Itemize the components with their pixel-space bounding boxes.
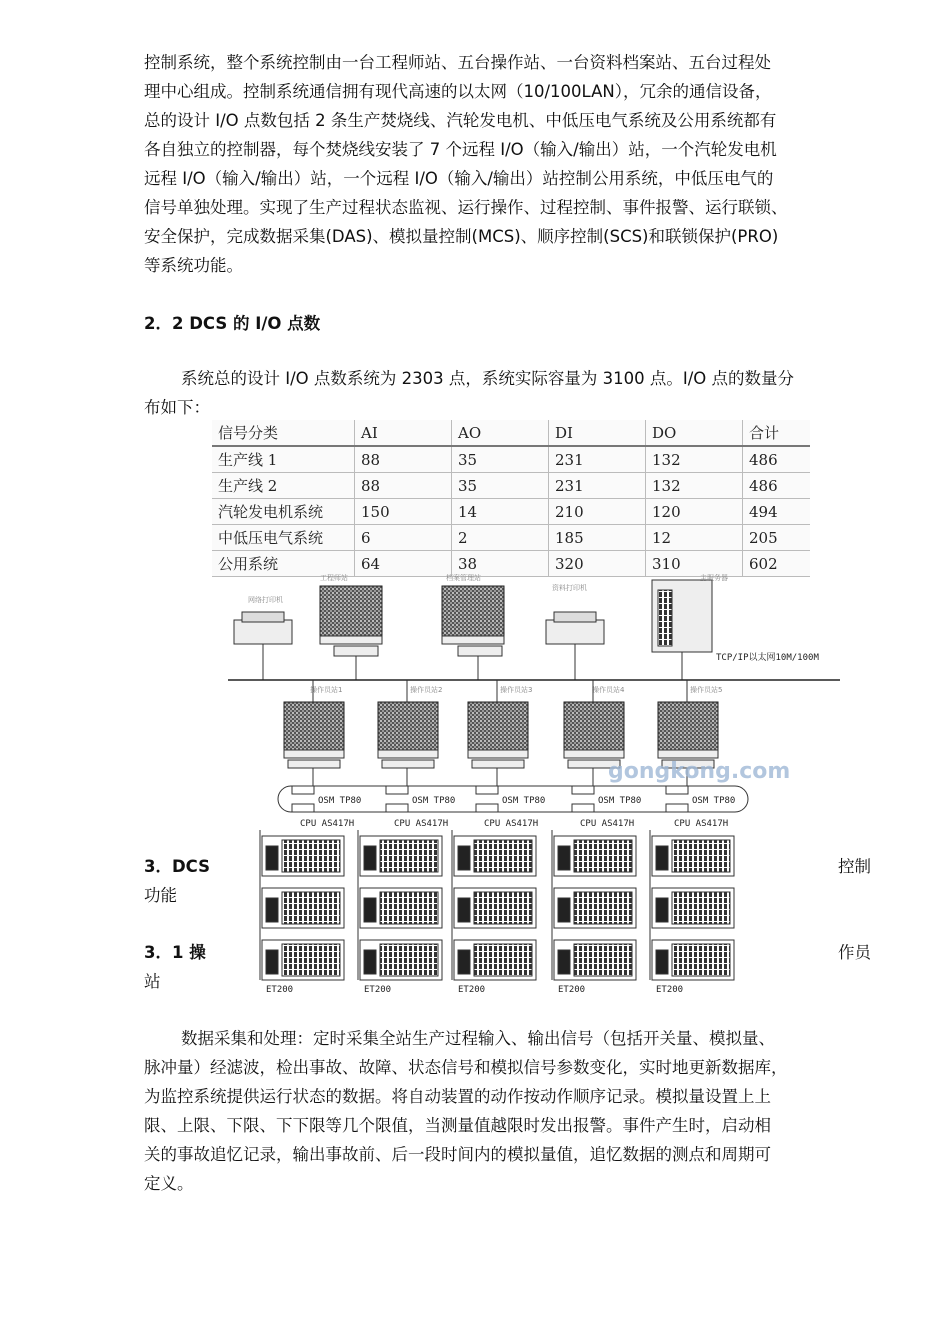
io-points-table <box>212 420 810 577</box>
table-header-cell: DI <box>549 420 646 446</box>
table-row <box>212 446 810 473</box>
table-row <box>212 525 810 551</box>
text-line: 脉冲量）经滤波，检出事故、故障、状态信号和模拟信号参数变化，实时地更新数据库， <box>144 1058 788 1077</box>
device-label: 主服务器 <box>700 574 728 582</box>
et200-label: ET200 <box>266 985 294 995</box>
table-header-cell: AO <box>452 420 549 446</box>
table-cell: 12 <box>646 525 743 551</box>
table-cell: 6 <box>355 525 452 551</box>
table-cell: 320 <box>549 551 646 577</box>
table-cell: 185 <box>549 525 646 551</box>
io-rack-stack <box>452 830 536 995</box>
table-cell: 35 <box>452 473 549 499</box>
table-cell: 88 <box>355 473 452 499</box>
io-rack-stack <box>552 830 636 995</box>
table-header-cell: AI <box>355 420 452 446</box>
network-printer-left <box>234 595 292 644</box>
osm-switch <box>292 786 361 812</box>
et200-label: ET200 <box>364 985 392 995</box>
network-label: TCP/IP以太网10M/100M <box>716 653 819 663</box>
osm-switch <box>666 786 735 812</box>
et200-label: ET200 <box>458 985 486 995</box>
intro-paragraph <box>144 48 884 280</box>
operator-station-label: 操作员站4 <box>592 686 625 694</box>
section-heading-3-1 <box>144 938 206 996</box>
operator-station-label: 操作员站1 <box>310 686 343 694</box>
table-cell: 生产线 2 <box>212 473 355 499</box>
table-cell: 38 <box>452 551 549 577</box>
table-cell: 486 <box>743 473 811 499</box>
operator-station <box>284 702 344 790</box>
section-heading-3-right: 控制 <box>838 857 871 876</box>
table-row <box>212 473 810 499</box>
table-cell: 14 <box>452 499 549 525</box>
io-summary-paragraph <box>144 364 884 422</box>
text-line: 控制系统，整个系统控制由一台工程师站、五台操作站、一台资料档案站、五台过程处 <box>144 53 771 72</box>
table-cell: 494 <box>743 499 811 525</box>
text-line: 限、上限、下限、下下限等几个限值，当测量值越限时发出报警。事件产生时，启动相 <box>144 1116 771 1135</box>
cpu-label: CPU AS417H <box>300 819 355 829</box>
table-cell: 231 <box>549 473 646 499</box>
table-cell: 120 <box>646 499 743 525</box>
osm-label: OSM TP80 <box>318 796 362 806</box>
table-cell: 210 <box>549 499 646 525</box>
text-line: 布如下： <box>144 398 210 417</box>
text-line: 各自独立的控制器，每个焚烧线安装了 7 个远程 I/O（输入/输出）站，一个汽轮发电机 <box>144 140 777 159</box>
operator-station-label: 操作员站5 <box>690 686 723 694</box>
device-label: 资料打印机 <box>552 584 587 592</box>
table-cell: 205 <box>743 525 811 551</box>
table-header-cell: 合计 <box>743 420 811 446</box>
device-label: 工程师站 <box>320 574 348 582</box>
heading-part: 3．1 操 <box>144 943 206 962</box>
osm-label: OSM TP80 <box>598 796 642 806</box>
heading-part: 功能 <box>144 886 177 905</box>
osm-switch <box>476 786 545 812</box>
text-line: 理中心组成。控制系统通信拥有现代高速的以太网（10/100LAN），冗余的通信设备， <box>144 82 772 101</box>
table-cell: 486 <box>743 446 811 473</box>
text-line: 信号单独处理。实现了生产过程状态监视、运行操作、过程控制、事件报警、运行联锁、 <box>144 198 788 217</box>
heading-part: 站 <box>144 972 161 991</box>
data-printer <box>546 583 604 644</box>
table-header-cell: DO <box>646 420 743 446</box>
cpu-label: CPU AS417H <box>580 819 635 829</box>
text-line: 定义。 <box>144 1174 194 1193</box>
engineer-workstation <box>320 573 382 656</box>
table-cell: 602 <box>743 551 811 577</box>
text-line: 等系统功能。 <box>144 256 243 275</box>
table-cell: 88 <box>355 446 452 473</box>
dcs-network-diagram <box>228 568 840 998</box>
section-heading-3-1-right: 作员 <box>838 943 871 962</box>
cpu-label: CPU AS417H <box>674 819 729 829</box>
table-cell: 150 <box>355 499 452 525</box>
operator-station <box>378 702 438 790</box>
text-line: 安全保护，完成数据采集(DAS)、模拟量控制(MCS)、顺序控制(SCS)和联锁保护(PRO) <box>144 227 779 246</box>
process-controllers <box>260 786 735 995</box>
table-cell: 汽轮发电机系统 <box>212 499 355 525</box>
cpu-label: CPU AS417H <box>484 819 539 829</box>
osm-label: OSM TP80 <box>692 796 736 806</box>
io-rack-stack <box>358 830 442 995</box>
table-row <box>212 499 810 525</box>
text-line: 远程 I/O（输入/输出）站，一个远程 I/O（输入/输出）站控制公用系统，中低压电气的 <box>144 169 774 188</box>
table-header-row <box>212 420 810 446</box>
et200-label: ET200 <box>656 985 684 995</box>
table-cell: 64 <box>355 551 452 577</box>
table-cell: 35 <box>452 446 549 473</box>
text-line: 关的事故追忆记录，输出事故前、后一段时间内的模拟量值，追忆数据的测点和周期可 <box>144 1145 771 1164</box>
text-line: 为监控系统提供运行状态的数据。将自动装置的动作按动作顺序记录。模拟量设置上上 <box>144 1087 771 1106</box>
table-cell: 生产线 1 <box>212 446 355 473</box>
operator-station-label: 操作员站2 <box>410 686 443 694</box>
io-rack-stack <box>650 830 734 995</box>
section-heading-3 <box>144 852 210 910</box>
et200-label: ET200 <box>558 985 586 995</box>
operator-station <box>468 702 528 790</box>
osm-label: OSM TP80 <box>502 796 546 806</box>
osm-label: OSM TP80 <box>412 796 456 806</box>
table-cell: 132 <box>646 473 743 499</box>
operator-station-label: 操作员站3 <box>500 686 533 694</box>
table-cell: 132 <box>646 446 743 473</box>
io-rack-stack <box>260 830 344 995</box>
device-label: 档案管理站 <box>446 574 481 582</box>
table-cell: 中低压电气系统 <box>212 525 355 551</box>
text-line: 总的设计 I/O 点数包括 2 条生产焚烧线、汽轮发电机、中低压电气系统及公用系统都有 <box>144 111 777 130</box>
section-heading-2-2: 2．2 DCS 的 I/O 点数 <box>144 314 321 333</box>
table-header-cell: 信号分类 <box>212 420 355 446</box>
table-cell: 公用系统 <box>212 551 355 577</box>
data-acquisition-paragraph <box>144 1024 884 1198</box>
watermark: gongkong.com <box>608 759 791 784</box>
cpu-label: CPU AS417H <box>394 819 449 829</box>
heading-part: 3．DCS <box>144 857 210 876</box>
table-cell: 2 <box>452 525 549 551</box>
text-line: 系统总的设计 I/O 点数系统为 2303 点，系统实际容量为 3100 点。I/O 点的数量分 <box>181 369 795 388</box>
device-label: 网络打印机 <box>248 596 283 604</box>
table-cell: 231 <box>549 446 646 473</box>
text-line: 数据采集和处理：定时采集全站生产过程输入、输出信号（包括开关量、模拟量、 <box>181 1029 775 1048</box>
osm-switch <box>386 786 455 812</box>
table-cell: 310 <box>646 551 743 577</box>
main-server <box>652 573 728 652</box>
osm-switch <box>572 786 641 812</box>
archive-workstation <box>442 573 504 656</box>
